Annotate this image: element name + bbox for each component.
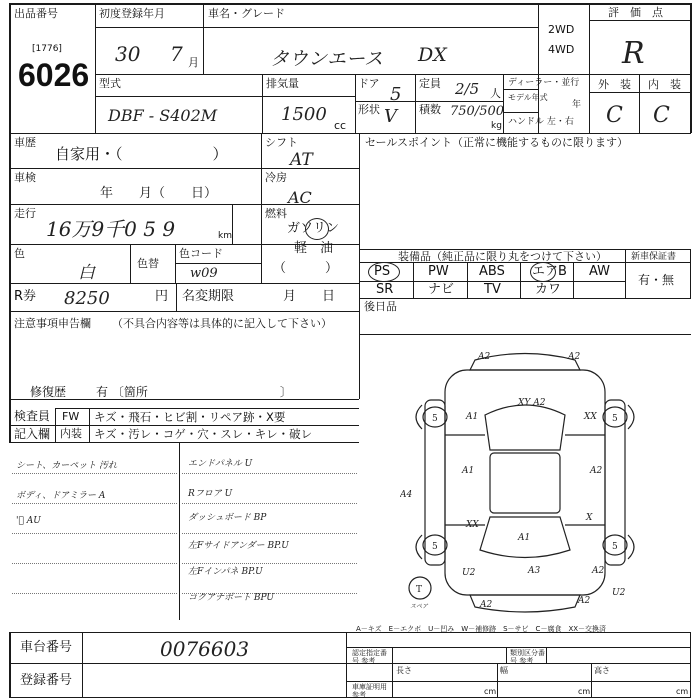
chassis-label: 車台番号 — [20, 640, 73, 655]
mark-front-fender-right: XX — [584, 412, 597, 422]
fw-legend: キズ・飛石・ヒビ割・リペア跡・X要 — [94, 410, 286, 424]
fuel-circle-mark — [305, 218, 329, 240]
mark-right-rear-door: X — [586, 513, 593, 523]
recycle-label: 類別区分番号 参考 — [510, 649, 545, 665]
cc-unit: cc — [334, 119, 347, 132]
equip-leather: カワ — [535, 282, 562, 297]
handle-label: ハンドル 左・右 — [508, 117, 574, 127]
equip-sr: SR — [376, 282, 394, 297]
mark-front-left: A2 — [478, 352, 491, 362]
ac-label: 冷房 — [265, 171, 287, 184]
spare-tyre: T — [416, 585, 423, 595]
fuel-label: 燃料 — [265, 207, 287, 220]
sales-label: セールスポイント（正常に機能するものに限ります） — [365, 136, 629, 149]
interior-grade: C — [653, 103, 670, 128]
tyre-rl: 5 — [432, 542, 438, 552]
yen-unit: 円 — [155, 289, 169, 304]
inspection-label: 車検 — [14, 171, 36, 184]
remark-right-3: ダッシュボード BP — [188, 513, 267, 523]
drive-2wd: 2WD — [548, 23, 575, 36]
interior-short: 内装 — [60, 427, 82, 440]
color-label: 色 — [14, 247, 25, 260]
mark-rear-gate: A3 — [528, 566, 541, 576]
fuel-gasoline: ガソリン — [287, 221, 340, 236]
spare-label: スペア — [410, 603, 429, 610]
mileage-label: 走行 — [14, 207, 36, 220]
damage-legend: A－キズ E－エクボ U－凹み W－補修跡 S－サビ C－腐食 XX－交換済 — [356, 625, 607, 633]
height-cm: cm — [676, 687, 689, 696]
height-label: 高さ — [594, 666, 610, 675]
remark-right-5: 左Fインパネ BP.U — [188, 567, 263, 577]
warranty: 有・無 — [638, 273, 675, 287]
color: 白 — [78, 263, 95, 283]
remark-right-4: 左Fサイドアンダー BP.U — [188, 541, 289, 551]
displacement-label: 排気量 — [266, 77, 299, 90]
mark-rear-bumper: A2 — [480, 600, 493, 610]
displacement: 1500 — [281, 104, 327, 125]
grade: DX — [418, 44, 447, 66]
color-code: w09 — [190, 266, 218, 281]
warranty-label: 新車保証書 — [631, 252, 677, 262]
rating: R — [622, 36, 645, 71]
remark-right-6: コクアナポート BPU — [188, 593, 274, 603]
load: 750/500 — [450, 104, 505, 119]
reg-label: 初度登録年月 — [99, 7, 165, 20]
equip-navi: ナビ — [428, 282, 455, 297]
length-cm: cm — [484, 687, 497, 696]
lot-sub: [1776] — [32, 44, 62, 54]
mark-rear-right: A2 — [592, 566, 605, 576]
car-damage-diagram — [400, 345, 650, 620]
mark-rear-corner: A2 — [578, 596, 591, 606]
mark-left-rear-door: XX — [466, 520, 479, 530]
capacity: 2/5 — [455, 80, 480, 98]
year-unit: 年 — [572, 100, 582, 110]
shape-label: 形状 — [358, 103, 380, 116]
mark-rear-right-corner: U2 — [612, 588, 626, 598]
cert-label: 認定指定番号 参考 — [352, 649, 387, 665]
name-label: 車名・グレード — [208, 7, 285, 20]
reg-year: 30 — [115, 42, 141, 66]
exterior-grade: C — [606, 103, 623, 128]
entry-label: 記入欄 — [14, 427, 51, 441]
r-ticket: 8250 — [64, 288, 110, 309]
interior-legend: キズ・汚レ・コゲ・穴・スレ・キレ・破レ — [94, 427, 313, 441]
model-code: DBF - S402M — [108, 106, 218, 125]
width-label: 幅 — [500, 666, 508, 675]
car-name: タウンエース — [270, 48, 384, 70]
km-unit: km — [218, 231, 232, 241]
remark-right-1: エンドパネル U — [188, 459, 253, 469]
shift: AT — [290, 150, 313, 170]
tyre-fl: 5 — [432, 414, 438, 424]
later-docs-label: 後日品 — [364, 300, 397, 313]
equip-airbag: エアB — [532, 264, 567, 279]
lot-label: 出品番号 — [14, 7, 58, 20]
model-year-label: モデル年式 — [508, 93, 548, 102]
equip-tv: TV — [484, 282, 501, 297]
remark-left-3: 'ﾞ AU — [16, 516, 41, 526]
inspection: 年 月（ 日） — [100, 186, 218, 201]
mark-left-side: A4 — [400, 490, 413, 500]
ac: AC — [288, 188, 312, 207]
repair-value: 有 〔箇所 〕 — [96, 385, 292, 399]
history-label: 車歴 — [14, 136, 36, 149]
exterior-label: 外 装 — [598, 78, 631, 91]
door-label: ドア — [358, 77, 380, 90]
notes-hint: （不具合内容等は具体的に記入して下さい） — [112, 317, 332, 330]
shift-label: シフト — [265, 136, 298, 149]
length-label: 長さ — [396, 666, 412, 675]
mileage: 16万9千0 5 9 — [46, 217, 176, 241]
inspector-label: 検査員 — [14, 409, 51, 423]
month-unit: 月 — [188, 56, 199, 69]
drive-4wd: 4WD — [548, 43, 575, 56]
reg-month: 7 — [170, 42, 183, 66]
person-unit: 人 — [490, 87, 501, 100]
dealer-label: ディーラー・並行 — [508, 78, 580, 88]
equip-abs: ABS — [479, 264, 505, 279]
tyre-fr: 5 — [612, 414, 618, 424]
remark-left-1: シート、カーペット 汚れ — [16, 461, 118, 471]
equip-label: 装備品（純正品に限り丸をつけて下さい） — [398, 250, 607, 263]
name-change-label: 名変期限 — [182, 289, 235, 304]
tyre-rr: 5 — [612, 542, 618, 552]
equip-pw: PW — [428, 264, 449, 279]
remark-left-2: ボディ、ドアミラー A — [16, 491, 106, 501]
mark-rear-window: A1 — [518, 533, 531, 543]
history: 自家用・（ ） — [55, 145, 228, 163]
remark-right-2: Rフロア U — [188, 489, 233, 499]
vehicle-cert-label: 車庫証明用 参考 — [352, 683, 387, 699]
r-ticket-label: R券 — [14, 289, 37, 304]
lot-number: 6026 — [18, 57, 90, 93]
repair-label: 修復歴 — [30, 385, 67, 399]
capacity-label: 定員 — [419, 77, 441, 90]
doors: 5 — [390, 84, 402, 105]
equip-aw: AW — [589, 264, 611, 279]
load-label: 積数 — [419, 103, 441, 116]
rating-label: 評 価 点 — [608, 6, 663, 19]
width-cm: cm — [578, 687, 591, 696]
name-change: 月 日 — [283, 289, 336, 304]
notes-label: 注意事項申告欄 — [14, 317, 91, 330]
mark-rear-left: U2 — [462, 568, 476, 578]
kg-unit: kg — [491, 121, 502, 131]
fuel-other: （ ） — [273, 261, 339, 276]
equip-airbag-circle — [530, 262, 556, 282]
equip-ps-circle — [368, 262, 400, 282]
mark-front-right: A2 — [568, 352, 581, 362]
interior-label: 内 装 — [648, 78, 681, 91]
equip-ps: PS — [374, 264, 391, 279]
mark-right-door: A2 — [590, 466, 603, 476]
fw-label: FW — [62, 410, 80, 423]
mark-front-fender-left: A1 — [466, 412, 479, 422]
mark-left-door: A1 — [462, 466, 475, 476]
color-code-label: 色コード — [179, 247, 223, 260]
fuel-diesel: 軽 油 — [294, 241, 334, 256]
regno-label: 登録番号 — [20, 673, 73, 688]
chassis-number: 0076603 — [160, 637, 250, 661]
color-change-label: 色替 — [137, 257, 159, 270]
shape: V — [384, 106, 397, 127]
mark-hood: XY A2 — [518, 398, 546, 408]
model-label: 型式 — [99, 77, 121, 90]
